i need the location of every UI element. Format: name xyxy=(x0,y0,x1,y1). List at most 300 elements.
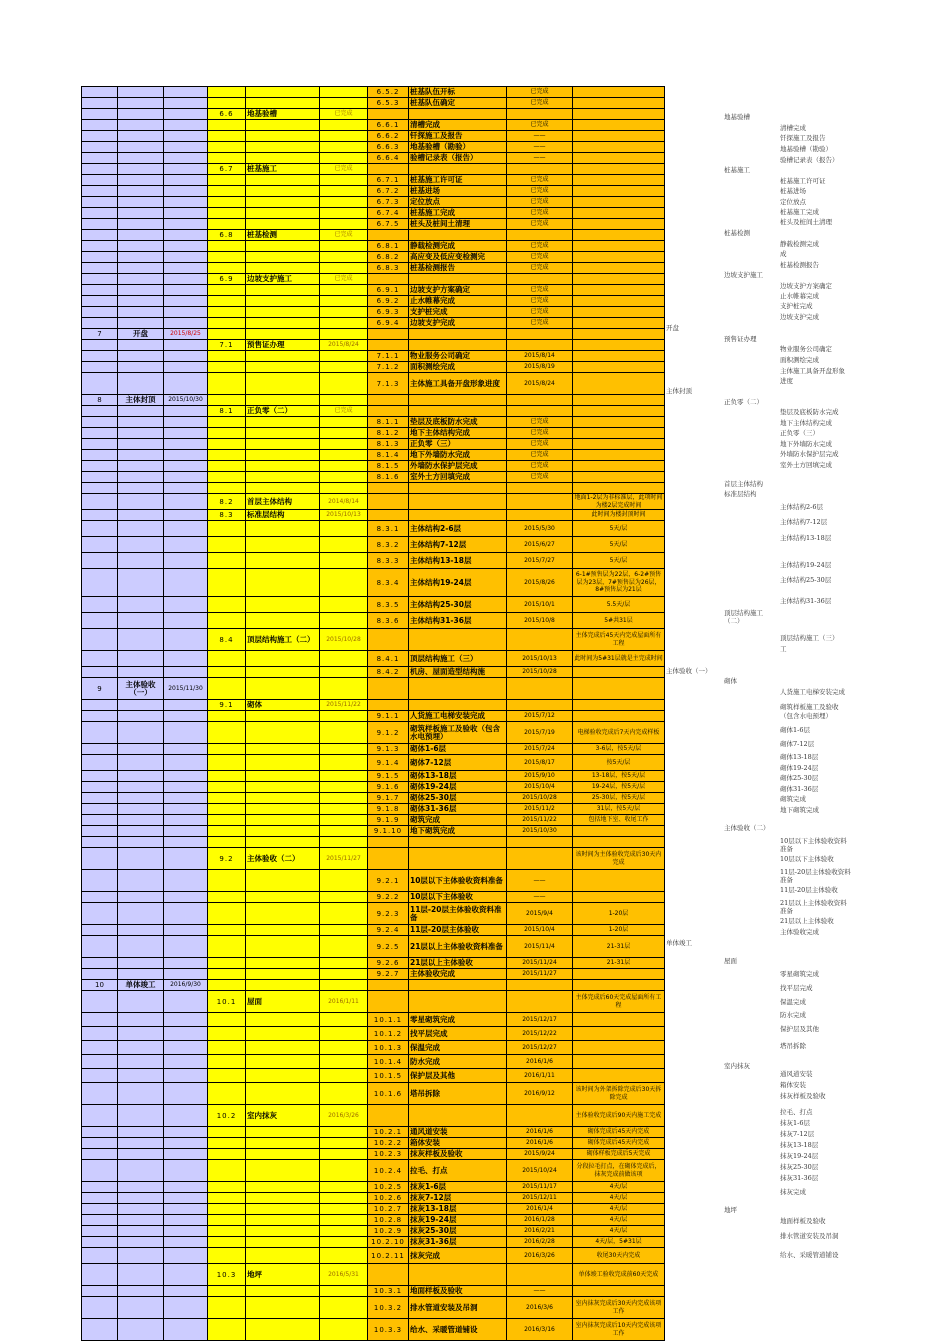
cell-col10[interactable] xyxy=(573,1041,665,1055)
cell-col5[interactable] xyxy=(246,263,320,274)
cell-col8[interactable]: 清槽完成 xyxy=(409,120,507,131)
cell-col3[interactable] xyxy=(164,870,208,892)
cell-col1[interactable] xyxy=(82,274,118,285)
cell-col1[interactable] xyxy=(82,1319,118,1341)
cell-col10[interactable] xyxy=(573,87,665,98)
cell-col3[interactable] xyxy=(164,537,208,553)
cell-col10[interactable] xyxy=(573,980,665,991)
cell-col8[interactable]: 正负零（三） xyxy=(409,439,507,450)
cell-col8[interactable] xyxy=(409,483,507,494)
cell-col1[interactable] xyxy=(82,1149,118,1160)
cell-col6[interactable] xyxy=(320,197,368,208)
cell-col7[interactable]: 10.1.2 xyxy=(368,1027,409,1041)
cell-col3[interactable] xyxy=(164,892,208,903)
cell-col6[interactable] xyxy=(320,98,368,109)
cell-col2[interactable] xyxy=(118,274,164,285)
cell-col1[interactable] xyxy=(82,439,118,450)
cell-col1[interactable] xyxy=(82,782,118,793)
cell-col9[interactable]: 2015/9/24 xyxy=(507,1149,573,1160)
cell-col8[interactable]: 防水完成 xyxy=(409,1055,507,1069)
cell-col5[interactable] xyxy=(246,461,320,472)
cell-col7[interactable]: 6.9.3 xyxy=(368,307,409,318)
cell-col2[interactable] xyxy=(118,1127,164,1138)
cell-col5[interactable] xyxy=(246,597,320,613)
cell-col3[interactable] xyxy=(164,936,208,958)
cell-col4[interactable] xyxy=(208,120,246,131)
cell-col3[interactable] xyxy=(164,569,208,597)
cell-col5[interactable] xyxy=(246,131,320,142)
cell-col8[interactable]: 11层-20层主体验收 xyxy=(409,925,507,936)
cell-col9[interactable]: 已完成 xyxy=(507,285,573,296)
cell-col10[interactable] xyxy=(573,274,665,285)
cell-col4[interactable] xyxy=(208,936,246,958)
cell-col6[interactable] xyxy=(320,329,368,340)
cell-col5[interactable]: 地基验槽 xyxy=(246,109,320,120)
cell-col6[interactable]: 2015/10/28 xyxy=(320,629,368,651)
cell-col4[interactable] xyxy=(208,569,246,597)
cell-col6[interactable]: 已完成 xyxy=(320,164,368,175)
cell-col7[interactable]: 6.9.1 xyxy=(368,285,409,296)
cell-col9[interactable]: —— xyxy=(507,1286,573,1297)
cell-col5[interactable] xyxy=(246,219,320,230)
cell-col2[interactable] xyxy=(118,1069,164,1083)
cell-col10[interactable]: 21-31层 xyxy=(573,936,665,958)
cell-col4[interactable]: 9.2 xyxy=(208,848,246,870)
cell-col5[interactable] xyxy=(246,815,320,826)
cell-col5[interactable] xyxy=(246,417,320,428)
cell-col1[interactable] xyxy=(82,417,118,428)
cell-col6[interactable] xyxy=(320,722,368,744)
cell-col10[interactable] xyxy=(573,219,665,230)
cell-col8[interactable]: 砌体7-12层 xyxy=(409,755,507,771)
cell-col5[interactable] xyxy=(246,613,320,629)
cell-col5[interactable] xyxy=(246,208,320,219)
cell-col10[interactable] xyxy=(573,892,665,903)
cell-col7[interactable]: 6.7.4 xyxy=(368,208,409,219)
cell-col6[interactable] xyxy=(320,1069,368,1083)
cell-col10[interactable] xyxy=(573,1027,665,1041)
cell-col10[interactable]: 4天/层 xyxy=(573,1226,665,1237)
cell-col1[interactable]: 9 xyxy=(82,678,118,700)
cell-col1[interactable] xyxy=(82,1041,118,1055)
cell-col5[interactable] xyxy=(246,1027,320,1041)
cell-col1[interactable] xyxy=(82,1286,118,1297)
cell-col5[interactable] xyxy=(246,318,320,329)
cell-col3[interactable] xyxy=(164,98,208,109)
cell-col5[interactable]: 砌体 xyxy=(246,700,320,711)
cell-col8[interactable]: 砌体31-36层 xyxy=(409,804,507,815)
cell-col2[interactable] xyxy=(118,553,164,569)
cell-col1[interactable] xyxy=(82,164,118,175)
cell-col8[interactable]: 抹灰1-6层 xyxy=(409,1182,507,1193)
cell-col7[interactable] xyxy=(368,109,409,120)
cell-col3[interactable] xyxy=(164,142,208,153)
cell-col8[interactable]: 砌筑完成 xyxy=(409,815,507,826)
cell-col5[interactable] xyxy=(246,744,320,755)
cell-col7[interactable] xyxy=(368,1264,409,1286)
cell-col6[interactable] xyxy=(320,1215,368,1226)
cell-col5[interactable] xyxy=(246,678,320,700)
cell-col1[interactable] xyxy=(82,771,118,782)
cell-col4[interactable]: 6.7 xyxy=(208,164,246,175)
cell-col1[interactable] xyxy=(82,793,118,804)
cell-col1[interactable] xyxy=(82,848,118,870)
cell-col7[interactable]: 8.4.1 xyxy=(368,651,409,667)
cell-col2[interactable] xyxy=(118,285,164,296)
cell-col8[interactable]: 主体结构31-36层 xyxy=(409,613,507,629)
cell-col9[interactable]: 2015/9/10 xyxy=(507,771,573,782)
cell-col2[interactable] xyxy=(118,318,164,329)
cell-col3[interactable] xyxy=(164,120,208,131)
cell-col8[interactable]: 抹灰完成 xyxy=(409,1248,507,1264)
cell-col3[interactable] xyxy=(164,318,208,329)
cell-col3[interactable] xyxy=(164,164,208,175)
cell-col3[interactable] xyxy=(164,700,208,711)
cell-col1[interactable] xyxy=(82,318,118,329)
cell-col10[interactable]: 19-24层，按5天/层 xyxy=(573,782,665,793)
cell-col5[interactable] xyxy=(246,1286,320,1297)
cell-col5[interactable] xyxy=(246,870,320,892)
cell-col2[interactable] xyxy=(118,892,164,903)
cell-col2[interactable] xyxy=(118,958,164,969)
cell-col3[interactable] xyxy=(164,307,208,318)
cell-col5[interactable]: 屋面 xyxy=(246,991,320,1013)
cell-col9[interactable]: 已完成 xyxy=(507,219,573,230)
cell-col10[interactable] xyxy=(573,428,665,439)
cell-col4[interactable] xyxy=(208,98,246,109)
cell-col6[interactable] xyxy=(320,417,368,428)
cell-col1[interactable] xyxy=(82,175,118,186)
cell-col10[interactable]: 电梯验收完成后7天内完成样板 xyxy=(573,722,665,744)
cell-col5[interactable] xyxy=(246,958,320,969)
cell-col8[interactable]: 砌体19-24层 xyxy=(409,782,507,793)
cell-col2[interactable] xyxy=(118,494,164,510)
cell-col5[interactable] xyxy=(246,428,320,439)
cell-col1[interactable] xyxy=(82,87,118,98)
cell-col6[interactable] xyxy=(320,1013,368,1027)
cell-col8[interactable] xyxy=(409,629,507,651)
cell-col10[interactable]: 室内抹灰完成后10天内完成该项工作 xyxy=(573,1319,665,1341)
cell-col2[interactable] xyxy=(118,1013,164,1027)
cell-col5[interactable] xyxy=(246,98,320,109)
cell-col3[interactable] xyxy=(164,1013,208,1027)
cell-col9[interactable]: 2016/1/6 xyxy=(507,1127,573,1138)
cell-col3[interactable] xyxy=(164,1105,208,1127)
cell-col3[interactable] xyxy=(164,219,208,230)
cell-col1[interactable] xyxy=(82,711,118,722)
cell-col4[interactable] xyxy=(208,553,246,569)
cell-col5[interactable] xyxy=(246,362,320,373)
cell-col6[interactable] xyxy=(320,461,368,472)
cell-col1[interactable] xyxy=(82,263,118,274)
cell-col2[interactable] xyxy=(118,1264,164,1286)
cell-col2[interactable] xyxy=(118,521,164,537)
cell-col3[interactable] xyxy=(164,450,208,461)
cell-col9[interactable]: —— xyxy=(507,142,573,153)
cell-col9[interactable]: 2015/11/22 xyxy=(507,815,573,826)
cell-col6[interactable] xyxy=(320,142,368,153)
cell-col9[interactable]: 2015/8/19 xyxy=(507,362,573,373)
cell-col3[interactable] xyxy=(164,667,208,678)
cell-col4[interactable] xyxy=(208,771,246,782)
cell-col9[interactable]: 2015/11/17 xyxy=(507,1182,573,1193)
cell-col7[interactable]: 6.8.1 xyxy=(368,241,409,252)
cell-col9[interactable]: 已完成 xyxy=(507,318,573,329)
cell-col4[interactable] xyxy=(208,263,246,274)
cell-col7[interactable]: 9.2.5 xyxy=(368,936,409,958)
cell-col4[interactable] xyxy=(208,1182,246,1193)
cell-col6[interactable] xyxy=(320,537,368,553)
cell-col9[interactable]: 2016/2/21 xyxy=(507,1226,573,1237)
cell-col7[interactable] xyxy=(368,395,409,406)
cell-col6[interactable] xyxy=(320,1319,368,1341)
cell-col10[interactable] xyxy=(573,318,665,329)
cell-col2[interactable] xyxy=(118,1319,164,1341)
cell-col9[interactable]: 2015/12/27 xyxy=(507,1041,573,1055)
cell-col4[interactable] xyxy=(208,1055,246,1069)
cell-col6[interactable] xyxy=(320,120,368,131)
cell-col2[interactable] xyxy=(118,1149,164,1160)
cell-col8[interactable] xyxy=(409,1105,507,1127)
cell-col8[interactable]: 保温完成 xyxy=(409,1041,507,1055)
cell-col9[interactable]: —— xyxy=(507,892,573,903)
cell-col2[interactable] xyxy=(118,1083,164,1105)
cell-col8[interactable] xyxy=(409,837,507,848)
cell-col7[interactable]: 6.7.3 xyxy=(368,197,409,208)
cell-col8[interactable] xyxy=(409,510,507,521)
cell-col5[interactable] xyxy=(246,87,320,98)
cell-col8[interactable] xyxy=(409,700,507,711)
cell-col2[interactable] xyxy=(118,629,164,651)
cell-col7[interactable]: 10.2.3 xyxy=(368,1149,409,1160)
cell-col3[interactable] xyxy=(164,826,208,837)
cell-col6[interactable] xyxy=(320,553,368,569)
cell-col5[interactable] xyxy=(246,296,320,307)
cell-col7[interactable] xyxy=(368,991,409,1013)
cell-col9[interactable]: 已完成 xyxy=(507,120,573,131)
cell-col1[interactable] xyxy=(82,241,118,252)
cell-col9[interactable]: 2015/12/22 xyxy=(507,1027,573,1041)
cell-col3[interactable] xyxy=(164,629,208,651)
cell-col8[interactable]: 保护层及其他 xyxy=(409,1069,507,1083)
cell-col3[interactable] xyxy=(164,285,208,296)
cell-col10[interactable]: 1-20层 xyxy=(573,903,665,925)
cell-col2[interactable] xyxy=(118,406,164,417)
cell-col5[interactable] xyxy=(246,1193,320,1204)
cell-col4[interactable] xyxy=(208,1204,246,1215)
cell-col7[interactable]: 8.3.6 xyxy=(368,613,409,629)
cell-col4[interactable] xyxy=(208,969,246,980)
cell-col2[interactable] xyxy=(118,837,164,848)
cell-col7[interactable] xyxy=(368,340,409,351)
cell-col10[interactable] xyxy=(573,406,665,417)
cell-col4[interactable]: 8.4 xyxy=(208,629,246,651)
cell-col2[interactable] xyxy=(118,700,164,711)
cell-col1[interactable] xyxy=(82,744,118,755)
cell-col10[interactable]: 此时间为5#31层就是主完成时间 xyxy=(573,651,665,667)
cell-col8[interactable] xyxy=(409,678,507,700)
cell-col7[interactable]: 6.8.3 xyxy=(368,263,409,274)
cell-col10[interactable] xyxy=(573,700,665,711)
cell-col3[interactable] xyxy=(164,461,208,472)
cell-col5[interactable] xyxy=(246,307,320,318)
cell-col5[interactable]: 主体验收（二） xyxy=(246,848,320,870)
cell-col6[interactable] xyxy=(320,450,368,461)
cell-col6[interactable] xyxy=(320,395,368,406)
cell-col3[interactable] xyxy=(164,351,208,362)
cell-col5[interactable] xyxy=(246,569,320,597)
cell-col7[interactable]: 7.1.2 xyxy=(368,362,409,373)
cell-col10[interactable] xyxy=(573,1013,665,1027)
cell-col8[interactable] xyxy=(409,1264,507,1286)
cell-col2[interactable] xyxy=(118,1204,164,1215)
cell-col6[interactable] xyxy=(320,186,368,197)
cell-col8[interactable]: 砌筑样板施工及验收（包含水电预埋） xyxy=(409,722,507,744)
cell-col7[interactable] xyxy=(368,483,409,494)
cell-col9[interactable]: 2016/1/6 xyxy=(507,1138,573,1149)
cell-col6[interactable] xyxy=(320,1286,368,1297)
cell-col8[interactable]: 静载检测完成 xyxy=(409,241,507,252)
cell-col8[interactable]: 10层以下主体验收资料准备 xyxy=(409,870,507,892)
cell-col6[interactable] xyxy=(320,597,368,613)
cell-col9[interactable]: 已完成 xyxy=(507,307,573,318)
cell-col1[interactable] xyxy=(82,870,118,892)
cell-col9[interactable]: 2016/3/6 xyxy=(507,1297,573,1319)
cell-col6[interactable] xyxy=(320,804,368,815)
cell-col10[interactable]: 砌体样板完成后5天完成 xyxy=(573,1149,665,1160)
cell-col10[interactable]: 单体竣工验收完成前60天完成 xyxy=(573,1264,665,1286)
cell-col8[interactable]: 主体施工具备开盘形象进度 xyxy=(409,373,507,395)
cell-col6[interactable] xyxy=(320,472,368,483)
cell-col7[interactable]: 6.7.2 xyxy=(368,186,409,197)
cell-col6[interactable] xyxy=(320,208,368,219)
cell-col3[interactable] xyxy=(164,1182,208,1193)
cell-col9[interactable]: —— xyxy=(507,131,573,142)
cell-col2[interactable] xyxy=(118,936,164,958)
cell-col5[interactable] xyxy=(246,826,320,837)
cell-col5[interactable] xyxy=(246,1083,320,1105)
cell-col4[interactable] xyxy=(208,219,246,230)
cell-col1[interactable] xyxy=(82,569,118,597)
cell-col1[interactable] xyxy=(82,700,118,711)
cell-col6[interactable]: 2016/1/11 xyxy=(320,991,368,1013)
cell-col8[interactable]: 桩头及桩间土清理 xyxy=(409,219,507,230)
cell-col4[interactable] xyxy=(208,1215,246,1226)
cell-col9[interactable] xyxy=(507,406,573,417)
cell-col5[interactable] xyxy=(246,395,320,406)
cell-col5[interactable] xyxy=(246,197,320,208)
cell-col2[interactable] xyxy=(118,219,164,230)
cell-col9[interactable]: 已完成 xyxy=(507,263,573,274)
cell-col3[interactable] xyxy=(164,1237,208,1248)
cell-col7[interactable] xyxy=(368,329,409,340)
cell-col7[interactable] xyxy=(368,629,409,651)
cell-col7[interactable]: 7.1.3 xyxy=(368,373,409,395)
cell-col2[interactable] xyxy=(118,1248,164,1264)
cell-col2[interactable] xyxy=(118,711,164,722)
cell-col8[interactable]: 11层-20层主体验收资料准备 xyxy=(409,903,507,925)
cell-col10[interactable]: 砌体完成后45天内完成 xyxy=(573,1138,665,1149)
cell-col4[interactable] xyxy=(208,1286,246,1297)
cell-col4[interactable] xyxy=(208,87,246,98)
cell-col7[interactable]: 8.1.5 xyxy=(368,461,409,472)
cell-col6[interactable] xyxy=(320,483,368,494)
cell-col6[interactable]: 2014/8/14 xyxy=(320,494,368,510)
cell-col6[interactable] xyxy=(320,428,368,439)
cell-col2[interactable] xyxy=(118,351,164,362)
cell-col9[interactable]: 已完成 xyxy=(507,186,573,197)
cell-col2[interactable] xyxy=(118,98,164,109)
cell-col8[interactable]: 抹灰样板及验收 xyxy=(409,1149,507,1160)
cell-col8[interactable] xyxy=(409,406,507,417)
cell-col3[interactable] xyxy=(164,651,208,667)
cell-col6[interactable]: 已完成 xyxy=(320,274,368,285)
cell-col5[interactable] xyxy=(246,439,320,450)
cell-col9[interactable] xyxy=(507,274,573,285)
cell-col4[interactable] xyxy=(208,1237,246,1248)
cell-col2[interactable]: 主体封顶 xyxy=(118,395,164,406)
cell-col2[interactable] xyxy=(118,241,164,252)
cell-col9[interactable]: 2015/7/24 xyxy=(507,744,573,755)
cell-col5[interactable] xyxy=(246,175,320,186)
cell-col10[interactable] xyxy=(573,395,665,406)
cell-col8[interactable]: 地下外墙防水完成 xyxy=(409,450,507,461)
cell-col10[interactable]: 主体验收完成后90天内施工完成 xyxy=(573,1105,665,1127)
cell-col1[interactable] xyxy=(82,755,118,771)
cell-col3[interactable]: 2016/9/30 xyxy=(164,980,208,991)
cell-col5[interactable] xyxy=(246,1127,320,1138)
cell-col4[interactable] xyxy=(208,1297,246,1319)
cell-col9[interactable]: 已完成 xyxy=(507,175,573,186)
cell-col1[interactable] xyxy=(82,1055,118,1069)
cell-col6[interactable] xyxy=(320,678,368,700)
cell-col1[interactable] xyxy=(82,936,118,958)
cell-col6[interactable] xyxy=(320,1182,368,1193)
cell-col7[interactable]: 6.6.3 xyxy=(368,142,409,153)
cell-col4[interactable] xyxy=(208,197,246,208)
cell-col9[interactable]: 已完成 xyxy=(507,252,573,263)
cell-col6[interactable] xyxy=(320,755,368,771)
cell-col10[interactable] xyxy=(573,98,665,109)
cell-col3[interactable] xyxy=(164,1264,208,1286)
cell-col5[interactable] xyxy=(246,351,320,362)
cell-col5[interactable] xyxy=(246,1215,320,1226)
cell-col7[interactable]: 10.1.4 xyxy=(368,1055,409,1069)
cell-col5[interactable]: 首层主体结构 xyxy=(246,494,320,510)
cell-col3[interactable] xyxy=(164,208,208,219)
cell-col7[interactable]: 8.3.2 xyxy=(368,537,409,553)
cell-col3[interactable] xyxy=(164,553,208,569)
cell-col10[interactable] xyxy=(573,296,665,307)
cell-col6[interactable] xyxy=(320,241,368,252)
cell-col9[interactable]: 2015/10/8 xyxy=(507,613,573,629)
cell-col3[interactable] xyxy=(164,1215,208,1226)
cell-col7[interactable]: 10.2.9 xyxy=(368,1226,409,1237)
cell-col1[interactable] xyxy=(82,1264,118,1286)
cell-col5[interactable] xyxy=(246,252,320,263)
cell-col2[interactable] xyxy=(118,1297,164,1319)
cell-col4[interactable]: 10.2 xyxy=(208,1105,246,1127)
cell-col4[interactable] xyxy=(208,793,246,804)
cell-col5[interactable]: 顶层结构施工（二） xyxy=(246,629,320,651)
cell-col2[interactable] xyxy=(118,230,164,241)
cell-col10[interactable] xyxy=(573,472,665,483)
cell-col2[interactable] xyxy=(118,461,164,472)
cell-col5[interactable] xyxy=(246,969,320,980)
cell-col8[interactable]: 外墙防水保护层完成 xyxy=(409,461,507,472)
cell-col6[interactable]: 2015/10/13 xyxy=(320,510,368,521)
cell-col5[interactable]: 正负零（二） xyxy=(246,406,320,417)
